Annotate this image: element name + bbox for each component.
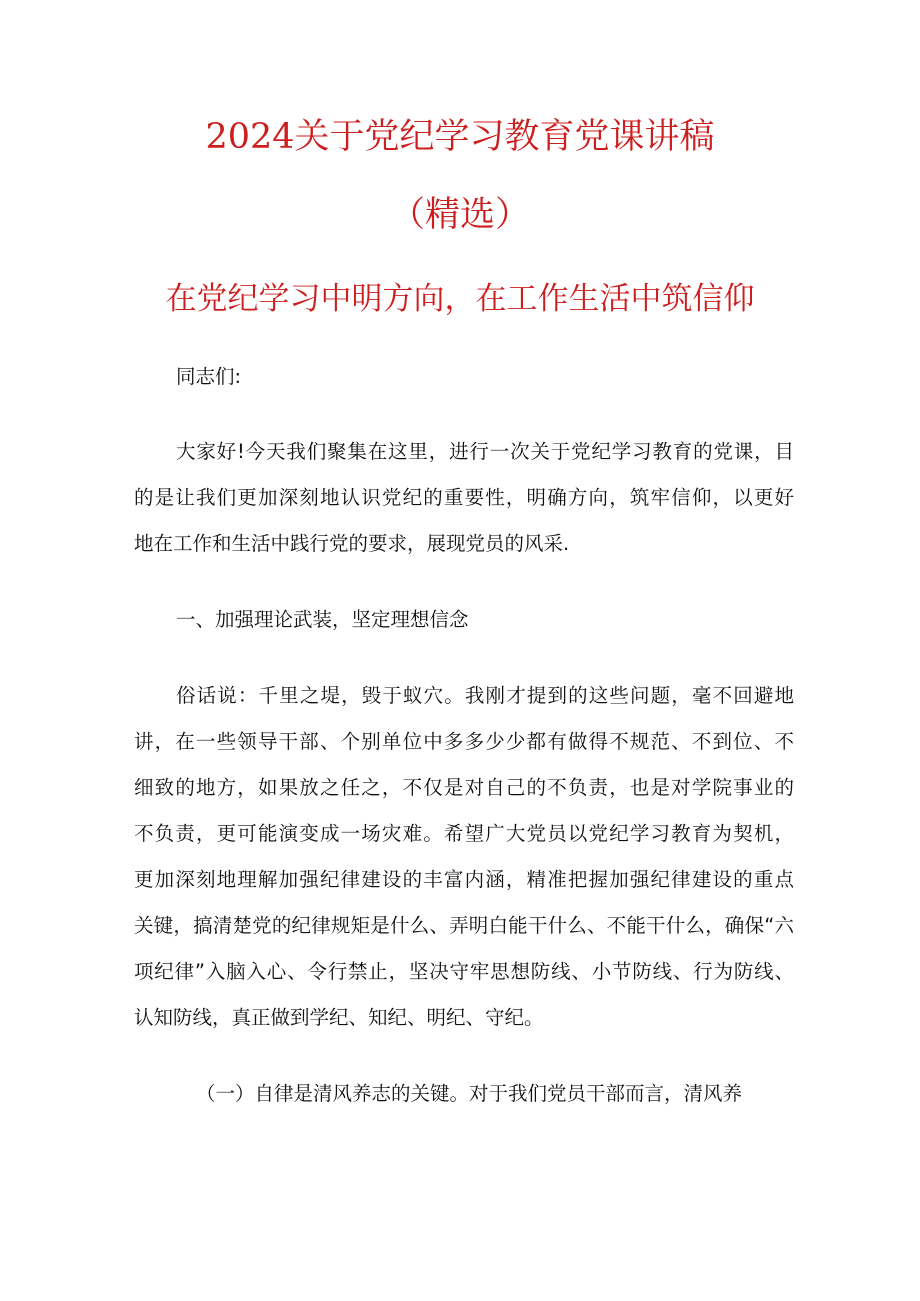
paragraph-line: 不负责，更可能演变成一场灾难。希望广大党员以党纪学习教育为契机， — [134, 822, 794, 845]
document-title-note: （精选） — [389, 195, 530, 235]
paragraph-line: 的是让我们更加深刻地认识党纪的重要性，明确方向，筑牢信仰，以更好 — [134, 486, 794, 509]
paragraph-line: 讲，在一些领导干部、个别单位中多多少少都有做得不规范、不到位、不 — [134, 730, 794, 753]
paragraph-line: 地在工作和生活中践行党的要求，展现党员的风采. — [134, 532, 570, 555]
section-heading: 一、加强理论武装，坚定理想信念 — [176, 608, 469, 631]
paragraph-line: 细致的地方，如果放之任之，不仅是对自己的不负责，也是对学院事业的 — [134, 776, 794, 799]
paragraph-line: 更加深刻地理解加强纪律建设的丰富内涵，精准把握加强纪律建设的重点 — [134, 868, 794, 891]
document-subtitle: 在党纪学习中明方向，在工作生活中筑信仰 — [165, 281, 755, 317]
document-title: 2024关于党纪学习教育党课讲稿 — [205, 117, 715, 157]
paragraph-line: 关键，搞清楚党的纪律规矩是什么、弄明白能干什么、不能干什么，确保“六 — [134, 914, 794, 937]
paragraph-line: 大家好!今天我们聚集在这里，进行一次关于党纪学习教育的党课，目 — [176, 440, 794, 463]
paragraph-line: 项纪律”入脑入心、令行禁止，坚决守牢思想防线、小节防线、行为防线、 — [134, 960, 794, 983]
paragraph-line: 俗话说：千里之堤，毁于蚁穴。我刚才提到的这些问题，毫不回避地 — [176, 684, 794, 707]
paragraph-line: 认知防线，真正做到学纪、知纪、明纪、守纪。 — [134, 1006, 544, 1029]
salutation: 同志们: — [176, 365, 242, 388]
paragraph-line: （一）自律是清风养志的关键。对于我们党员干部而言，清风养 — [196, 1082, 743, 1105]
